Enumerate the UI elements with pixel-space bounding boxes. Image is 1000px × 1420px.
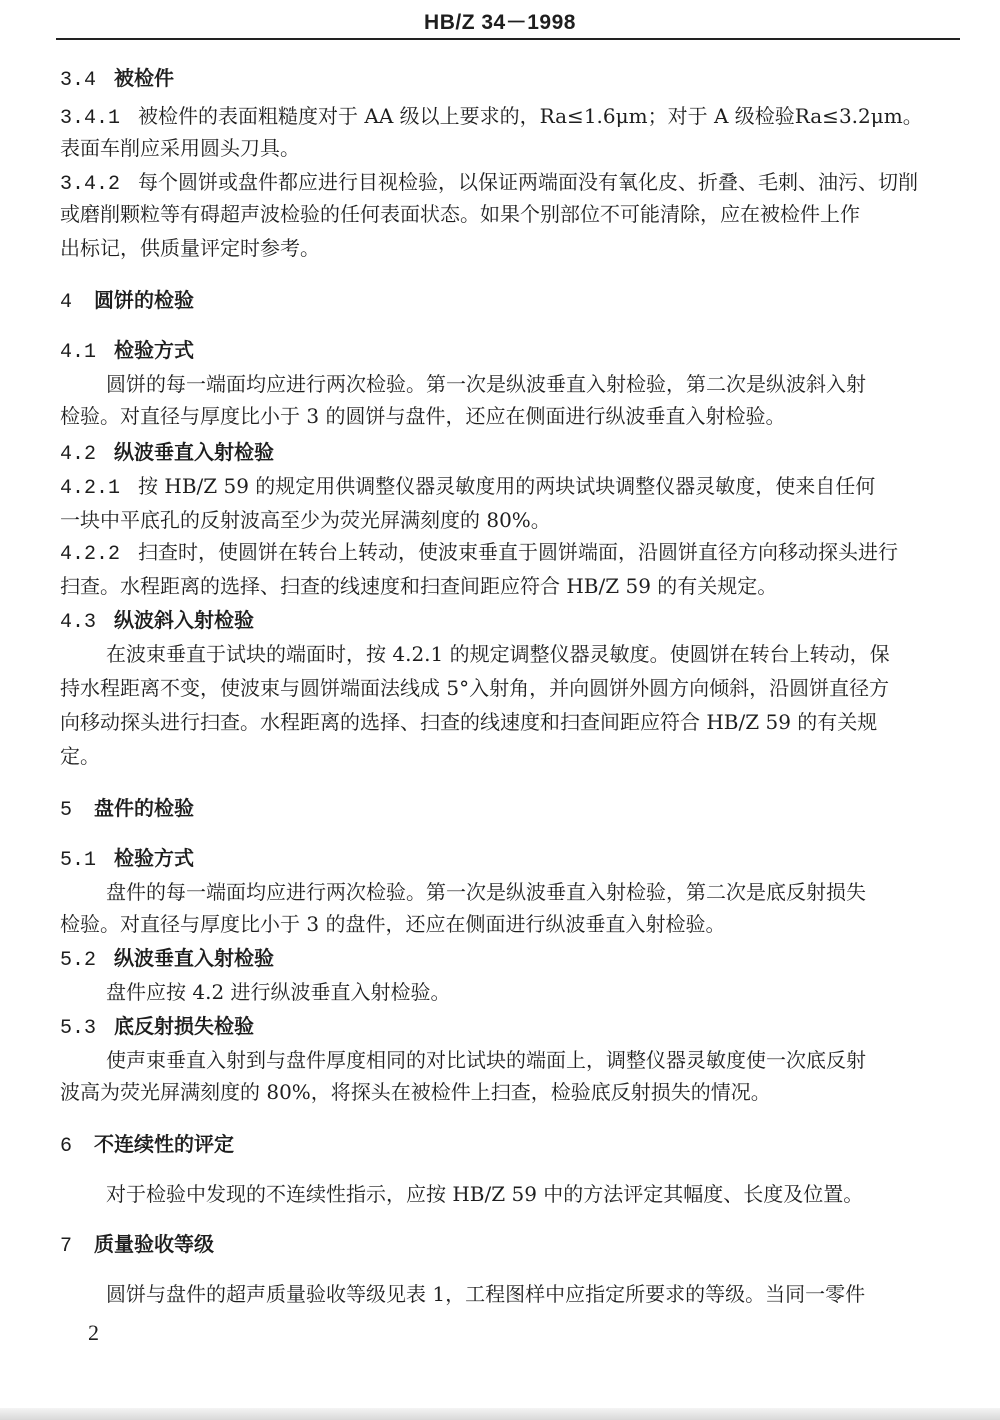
heading-4-3 [60,606,960,637]
para-5-1-line-2: 检验。对直径与厚度比小于 3 的盘件，还应在侧面进行纵波垂直入射检验。 [60,912,726,936]
para-4-1-line-2: 检验。对直径与厚度比小于 3 的圆饼与盘件，还应在侧面进行纵波垂直入射检验。 [60,404,786,428]
heading-number: 4.1 [60,341,97,364]
para-3-4-2-line-3: 出标记，供质量评定时参考。 [60,236,320,260]
para-4-3-line-2: 持水程距离不变，使波束与圆饼端面法线成 5°入射角，并向圆饼外圆方向倾斜，沿圆饼直径方 [60,676,890,700]
heading-number: 5.3 [60,1017,97,1040]
heading-number: 4 [60,291,73,314]
heading-4-1 [60,336,960,367]
heading-title: 不连续性的评定 [94,1132,235,1156]
heading-6 [60,1130,960,1161]
heading-5-3 [60,1012,960,1043]
heading-number: 5 [60,799,73,822]
heading-4 [60,286,960,317]
para-3-4-2-line-1 [60,168,960,199]
heading-number: 5.1 [60,849,97,872]
heading-number: 4.3 [60,611,97,634]
heading-title: 盘件的检验 [94,796,195,820]
text: 被检件的表面粗糙度对于 AA 级以上要求的，Ra≤1.6μm；对于 A 级检验Ra≤3.2μm。 [138,104,923,128]
heading-7 [60,1230,960,1261]
heading-number: 5.2 [60,949,97,972]
page-number: 2 [88,1320,99,1345]
heading-number: 3.4 [60,69,97,92]
text: 扫查时，使圆饼在转台上转动，使波束垂直于圆饼端面，沿圆饼直径方向移动探头进行 [138,540,899,564]
clause-number: 4.2.2 [60,543,121,566]
para-5-3-line-1: 使声束垂直入射到与盘件厚度相同的对比试块的端面上，调整仪器灵敏度使一次底反射 [106,1048,866,1072]
heading-title: 纵波垂直入射检验 [114,440,275,464]
para-3-4-1-line-1 [60,102,960,133]
heading-title: 被检件 [114,66,175,90]
clause-number: 3.4.1 [60,107,121,130]
para-6-line-1: 对于检验中发现的不连续性指示，应按 HB/Z 59 中的方法评定其幅度、长度及位置。 [106,1182,864,1206]
para-7-line-1: 圆饼与盘件的超声质量验收等级见表 1，工程图样中应指定所要求的等级。当同一零件 [106,1282,866,1306]
heading-title: 检验方式 [114,338,195,362]
para-3-4-2-line-2: 或磨削颗粒等有碍超声波检验的任何表面状态。如果个别部位不可能清除，应在被检件上作 [60,202,860,226]
para-5-3-line-2: 波高为荧光屏满刻度的 80%，将探头在被检件上扫查，检验底反射损失的情况。 [60,1080,771,1104]
para-4-2-1-line-1 [60,472,960,503]
heading-number: 6 [60,1135,73,1158]
heading-number: 4.2 [60,443,97,466]
para-5-2-line-1: 盘件应按 4.2 进行纵波垂直入射检验。 [106,980,451,1004]
heading-4-2 [60,438,960,469]
heading-5 [60,794,960,825]
text: 按 HB/Z 59 的规定用供调整仪器灵敏度用的两块试块调整仪器灵敏度，使来自任何 [138,474,876,498]
heading-5-1 [60,844,960,875]
heading-title: 检验方式 [114,846,195,870]
header-rule [56,38,960,40]
heading-title: 圆饼的检验 [94,288,195,312]
para-4-1-line-1: 圆饼的每一端面均应进行两次检验。第一次是纵波垂直入射检验，第二次是纵波斜入射 [106,372,866,396]
scan-bottom-edge [0,1408,1000,1420]
para-4-3-line-1: 在波束垂直于试块的端面时，按 4.2.1 的规定调整仪器灵敏度。使圆饼在转台上转动，保 [106,642,890,666]
text: 每个圆饼或盘件都应进行目视检验，以保证两端面没有氧化皮、折叠、毛刺、油污、切削 [138,170,919,194]
heading-title: 纵波斜入射检验 [114,608,255,632]
para-3-4-1-line-2: 表面车削应采用圆头刀具。 [60,136,300,160]
para-4-3-line-3: 向移动探头进行扫查。水程距离的选择、扫查的线速度和扫查间距应符合 HB/Z 59 的有关规 [60,710,878,734]
heading-5-2 [60,944,960,975]
heading-3-4 [60,64,960,95]
clause-number: 3.4.2 [60,173,121,196]
para-5-1-line-1: 盘件的每一端面均应进行两次检验。第一次是纵波垂直入射检验，第二次是底反射损失 [106,880,866,904]
para-4-3-line-4: 定。 [60,744,100,768]
standard-code-header: HB/Z 34－1998 [424,11,576,34]
heading-number: 7 [60,1235,73,1258]
heading-title: 质量验收等级 [94,1232,215,1256]
heading-title: 纵波垂直入射检验 [114,946,275,970]
para-4-2-1-line-2: 一块中平底孔的反射波高至少为荧光屏满刻度的 80%。 [60,508,551,532]
para-4-2-2-line-2: 扫查。水程距离的选择、扫查的线速度和扫查间距应符合 HB/Z 59 的有关规定。 [60,574,778,598]
heading-title: 底反射损失检验 [114,1014,255,1038]
para-4-2-2-line-1 [60,538,960,569]
clause-number: 4.2.1 [60,477,121,500]
